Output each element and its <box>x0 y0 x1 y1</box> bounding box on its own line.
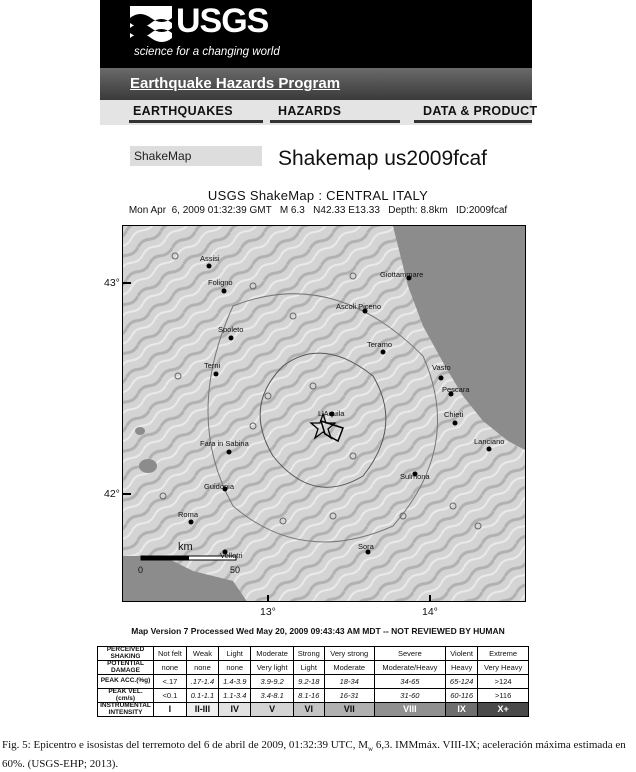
legend-cell: none <box>186 661 218 675</box>
legend-cell: Extreme <box>478 647 529 661</box>
legend-row-header: INSTRUMENTAL INTENSITY <box>98 703 154 717</box>
legend-cell: Very light <box>251 661 294 675</box>
legend-row <box>98 703 529 717</box>
scale-unit: km <box>178 541 193 553</box>
legend-cell: Moderate <box>324 661 374 675</box>
shakemap-side-tab[interactable]: ShakeMap <box>130 146 262 166</box>
nav-hazards[interactable]: HAZARDS <box>278 104 342 118</box>
legend-cell: VI <box>293 703 324 717</box>
legend-cell: Strong <box>293 647 324 661</box>
scale-label-end: 50 <box>230 565 241 575</box>
nav-underline <box>414 120 532 123</box>
city-label: Velletri <box>220 551 243 560</box>
legend-cell: IV <box>219 703 251 717</box>
legend-cell: II-III <box>186 703 218 717</box>
program-title-link[interactable]: Earthquake Hazards Program <box>130 75 341 92</box>
city-label: Sulmona <box>400 472 430 481</box>
legend-cell: Moderate/Heavy <box>374 661 445 675</box>
city-label: Lanciano <box>474 437 505 446</box>
legend-row <box>98 661 529 675</box>
legend-cell: IX <box>445 703 477 717</box>
legend-cell: 34-65 <box>374 675 445 689</box>
city-label: Sora <box>358 542 374 551</box>
map-version-note: Map Version 7 Processed Wed May 20, 2009 09:43:43 AM MDT -- NOT REVIEWED BY HUMAN <box>131 626 505 636</box>
shakemap-svg <box>123 226 526 602</box>
legend-cell: Very Heavy <box>478 661 529 675</box>
city-label: Foligno <box>208 278 233 287</box>
legend-cell: X+ <box>478 703 529 717</box>
city-label: Teramo <box>367 340 393 349</box>
legend-cell: 3.9-9.2 <box>251 675 294 689</box>
legend-cell: I <box>154 703 187 717</box>
legend-cell: <0.1 <box>154 689 187 703</box>
legend-cell: Severe <box>374 647 445 661</box>
legend-cell: Light <box>219 647 251 661</box>
legend-row-header: POTENTIAL DAMAGE <box>98 661 154 675</box>
legend-row <box>98 675 529 689</box>
lake <box>135 427 145 435</box>
legend-cell: VII <box>324 703 374 717</box>
lat-label-42: 42° <box>104 488 120 500</box>
legend-cell: 60-116 <box>445 689 477 703</box>
city-label: Pescara <box>442 385 470 394</box>
nav-data-products[interactable]: DATA & PRODUCT <box>423 104 538 118</box>
legend-cell: Not felt <box>154 647 187 661</box>
legend-cell: Violent <box>445 647 477 661</box>
legend-cell: 0.1-1.1 <box>186 689 218 703</box>
legend-cell: Very strong <box>324 647 374 661</box>
caption-text: Fig. 5: Epicentro e isosistas del terremoto del 6 de abril de 2009, 01:32:39 UTC, M <box>2 739 368 751</box>
legend-row-header: PEAK ACC.(%g) <box>98 675 154 689</box>
caption-subscript: w <box>368 745 374 754</box>
nav-earthquakes[interactable]: EARTHQUAKES <box>133 104 233 118</box>
legend-cell: .17-1.4 <box>186 675 218 689</box>
legend-cell: 31-60 <box>374 689 445 703</box>
legend-cell: Weak <box>186 647 218 661</box>
scale-label-start: 0 <box>138 565 144 575</box>
city-label: Assisi <box>200 254 220 263</box>
lat-label-43: 43° <box>104 277 120 289</box>
city-label: Fara in Sabina <box>200 439 249 448</box>
shakemap-image <box>122 225 526 602</box>
usgs-logo-icon <box>130 6 172 44</box>
legend-row-header: PEAK VEL.(cm/s) <box>98 689 154 703</box>
legend-cell: 3.4-8.1 <box>251 689 294 703</box>
caption-text-cont: 6,3. IMMmáx. VIII-IX; aceleración máxima estimada en 60%. (USGS-EHP; 2013). <box>2 739 626 771</box>
intensity-legend-table <box>97 646 529 717</box>
legend-cell: Light <box>293 661 324 675</box>
page-title: Shakemap us2009fcaf <box>278 147 487 170</box>
figure-caption <box>2 738 634 772</box>
map-subtitle: Mon Apr 6, 2009 01:32:39 GMT M 6.3 N42.33 E13.33 Depth: 8.8km ID:2009fcaf <box>128 205 508 216</box>
legend-cell: >116 <box>478 689 529 703</box>
legend-cell: 16-31 <box>324 689 374 703</box>
legend-cell: <.17 <box>154 675 187 689</box>
nav-underline <box>270 120 400 123</box>
city-label: Ascoli Piceno <box>336 302 382 311</box>
city-label: L'Aquila <box>318 409 345 418</box>
city-label: Spoleto <box>218 325 244 334</box>
usgs-tagline: science for a changing world <box>134 46 280 58</box>
legend-cell: 1.4-3.9 <box>219 675 251 689</box>
lake-bolsena <box>139 459 157 473</box>
city-label: Guidonia <box>204 482 235 491</box>
legend-cell: none <box>219 661 251 675</box>
legend-cell: none <box>154 661 187 675</box>
legend-cell: V <box>251 703 294 717</box>
city-label: Vasto <box>432 363 451 372</box>
legend-row-header: PERCEIVED SHAKING <box>98 647 154 661</box>
legend-cell: 18-34 <box>324 675 374 689</box>
legend-cell: Heavy <box>445 661 477 675</box>
city-label: Roma <box>178 510 199 519</box>
usgs-logo-text[interactable]: USGS <box>176 2 269 40</box>
legend-cell: 1.1-3.4 <box>219 689 251 703</box>
legend-cell: 8.1-16 <box>293 689 324 703</box>
legend-cell: 65-124 <box>445 675 477 689</box>
lon-label-13: 13° <box>260 606 276 618</box>
legend-cell: VIII <box>374 703 445 717</box>
map-title: USGS ShakeMap : CENTRAL ITALY <box>207 188 429 203</box>
city-label: Chieti <box>444 410 464 419</box>
legend-cell: >124 <box>478 675 529 689</box>
city-label: Terni <box>204 361 221 370</box>
legend-cell: 9.2-18 <box>293 675 324 689</box>
legend-row <box>98 689 529 703</box>
legend-row <box>98 647 529 661</box>
city-label: Giottammare <box>380 270 424 279</box>
nav-active-underline <box>129 120 263 123</box>
lon-label-14: 14° <box>422 606 438 618</box>
legend-cell: Moderate <box>251 647 294 661</box>
